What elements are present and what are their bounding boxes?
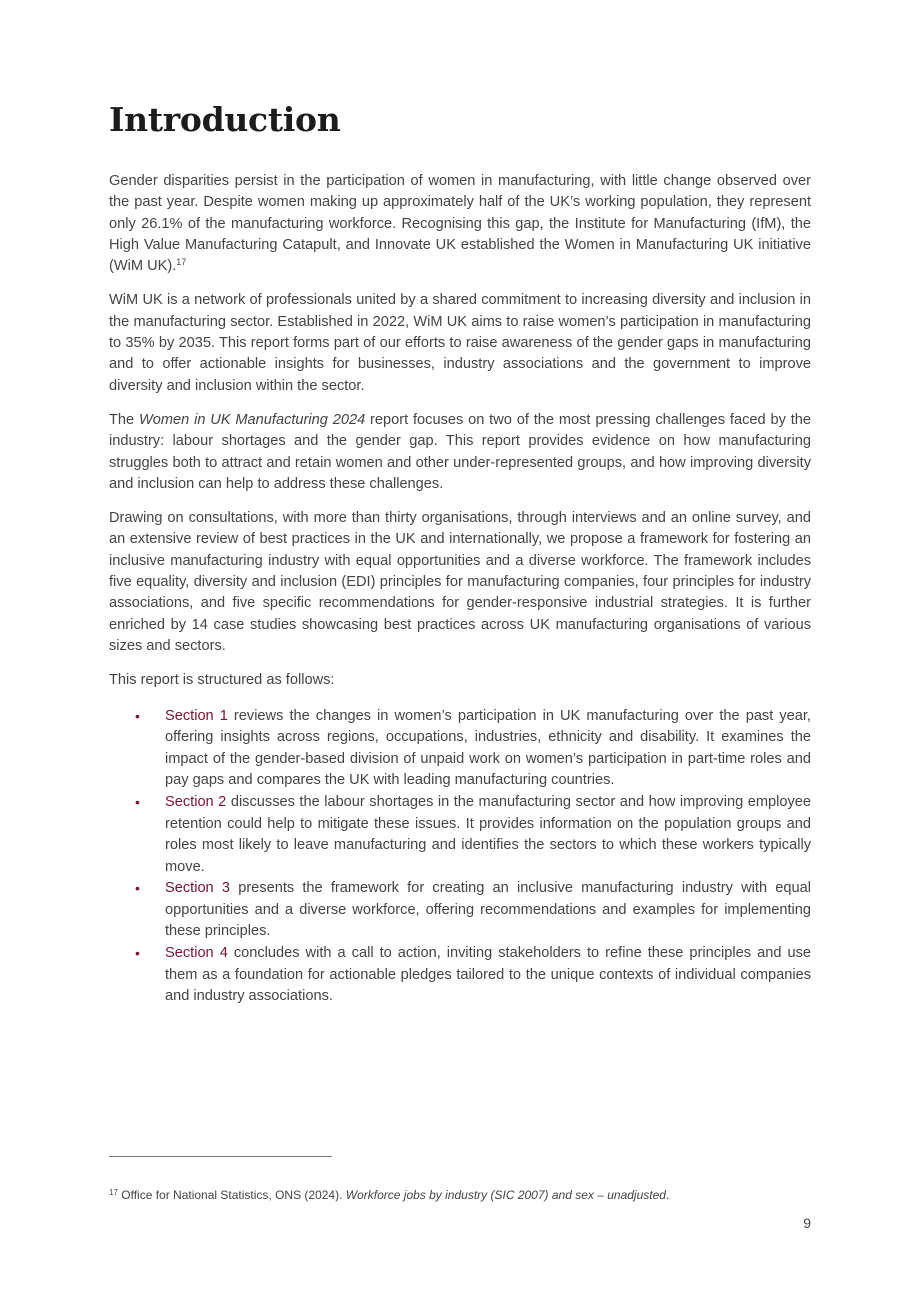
section-1-description: reviews the changes in women’s participation in UK manufacturing over the past year, offering insights across regions, occupations, industries, ethnicity and disability. It examines the impact of the gender-based division of unpaid work on women’s participation in part-time roles and pay gaps and compares the UK with leading manufacturing countries.	[165, 707, 811, 789]
page-number: 9	[803, 1215, 811, 1231]
bullet-icon: •	[135, 707, 140, 724]
section-4-description: concludes with a call to action, inviting stakeholders to refine these principles and use them as a foundation for actionable pledges tailored to the unique contexts of individual companies and industry associations.	[165, 945, 811, 1005]
paragraph-1	[109, 171, 811, 277]
paragraph-3-rest: report focuses on two of the most pressing challenges faced by the industry: labour shortages and the gender gap. This report provides evidence on how manufacturing struggles both to attract and retain women and other under-represented groups, and how improving diversity and inclusion can help to address these challenges.	[109, 411, 811, 492]
section-2-description: discusses the labour shortages in the manufacturing sector and how improving employee retention could help to mitigate these issues. It provides information on the population groups and roles most likely to leave manufacturing and identifies the sectors to which these workers typically move.	[165, 793, 811, 875]
footnote	[109, 1186, 811, 1204]
paragraph-1-text: Gender disparities persist in the participation of women in manufacturing, with little change observed over the past year. Despite women making up approximately half of the UK’s working population, they represent only 26.1% of the manufacturing workforce. Recognising this gap, the Institute for Manufacturing (IfM), the High Value Manufacturing Catapult, and Innovate UK established the Women in Manufacturing UK initiative (WiM UK).	[109, 173, 811, 275]
paragraph-5: This report is structured as follows:	[109, 672, 335, 689]
footnote-source: Office for National Statistics, ONS (2024).	[117, 1188, 346, 1202]
bullet-icon: •	[135, 945, 140, 962]
list-item	[109, 878, 811, 943]
section-3-link[interactable]: Section 3	[165, 880, 230, 897]
report-title-italic: Women in UK Manufacturing 2024	[138, 411, 366, 428]
bullet-icon: •	[135, 793, 140, 810]
section-1-link[interactable]: Section 1	[165, 707, 228, 724]
footnote-number: 17	[109, 1188, 118, 1197]
footnote-ref-17[interactable]: 17	[176, 257, 187, 268]
bullet-icon: •	[135, 880, 140, 897]
paragraph-2: WiM UK is a network of professionals united by a shared commitment to increasing diversity and inclusion in the manufacturing sector. Established in 2022, WiM UK aims to raise women’s participation in manufacturing to 35% by 2035. This report forms part of our efforts to raise awareness of the gender gaps in manufacturing and to offer actionable insights for businesses, industry associations and the government to improve diversity and inclusion within the sector.	[109, 292, 811, 394]
paragraph-3	[109, 410, 811, 495]
footnote-title: Workforce jobs by industry (SIC 2007) and sex – unadjusted	[345, 1188, 666, 1202]
paragraph-4: Drawing on consultations, with more than thirty organisations, through interviews and an online survey, and an extensive review of best practices in the UK and internationally, we propose a framework for fostering an inclusive manufacturing industry with equal opportunities and a diverse workforce. The framework includes five equality, diversity and inclusion (EDI) principles for manufacturing companies, four principles for industry associations, and five specific recommendations for gender-responsive industrial strategies. It is further enriched by 14 case studies showcasing best practices across UK manufacturing organisations of various sizes and sectors.	[109, 510, 811, 654]
page-title: Introduction	[109, 100, 341, 139]
section-4-link[interactable]: Section 4	[165, 945, 228, 962]
section-3-description: presents the framework for creating an inclusive manufacturing industry with equal opportunities and a diverse workforce, offering recommendations and examples for implementing these principles.	[165, 880, 811, 940]
body-text	[109, 171, 811, 1008]
footnote-divider	[109, 1156, 332, 1157]
section-2-link[interactable]: Section 2	[165, 793, 227, 810]
paragraph-3-prefix: The	[109, 411, 139, 428]
list-item	[109, 943, 811, 1008]
list-item	[109, 792, 811, 878]
section-list	[109, 706, 811, 1008]
list-item	[109, 706, 811, 792]
footnote-end: .	[665, 1188, 670, 1202]
